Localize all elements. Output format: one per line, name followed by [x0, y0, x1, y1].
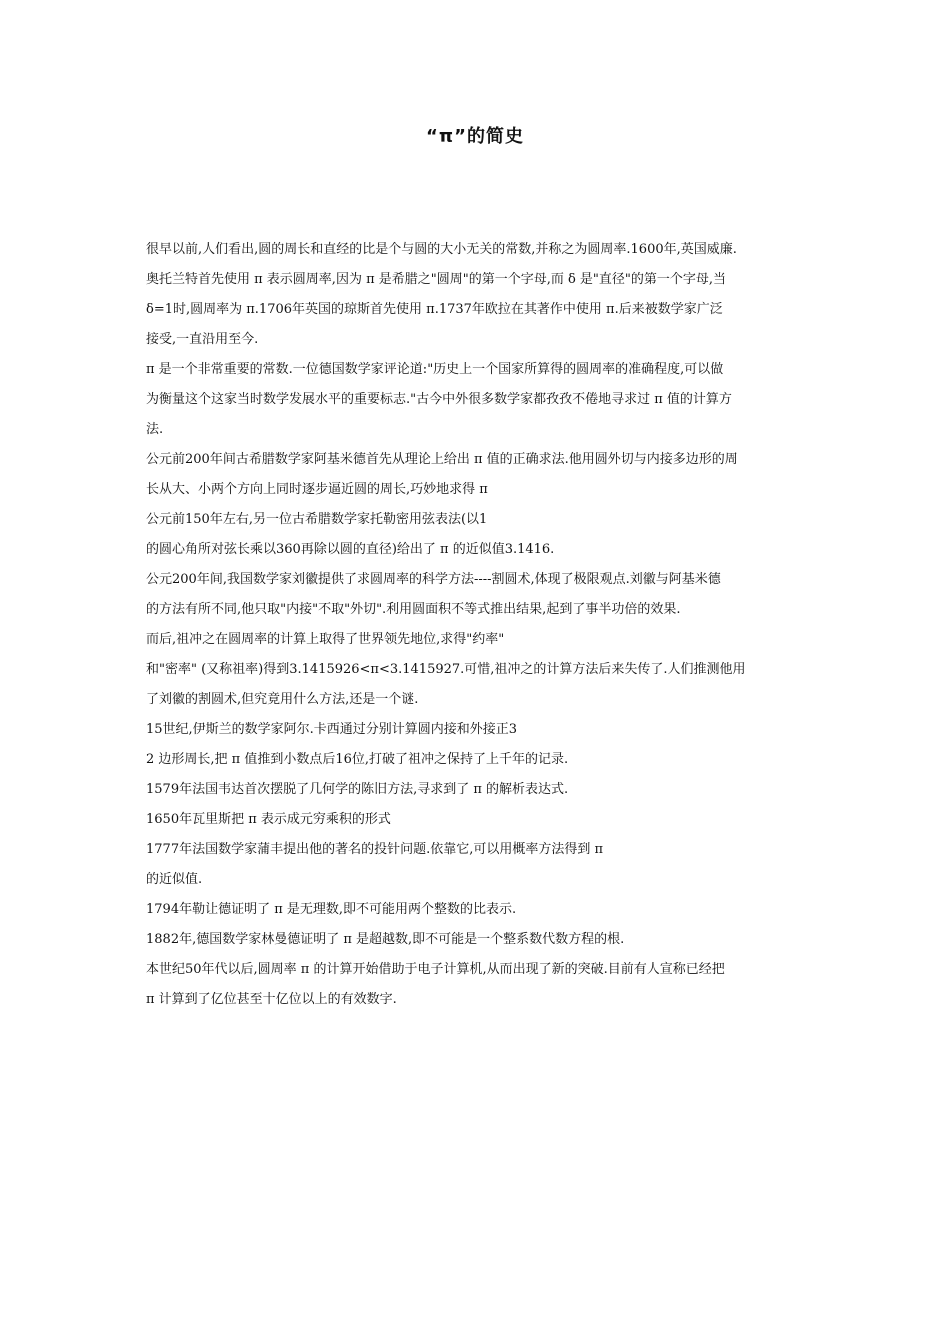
text-line: 为衡量这个这家当时数学发展水平的重要标志."古今中外很多数学家都孜孜不倦地寻求过 π 值的计算方: [146, 392, 732, 407]
text-line: 1579年法国韦达首次摆脱了几何学的陈旧方法,寻求到了 π 的解析表达式.: [146, 782, 569, 797]
document-title: “π”的简史: [426, 126, 524, 147]
text-line: 和"密率" (又称祖率)得到3.1415926<π<3.1415927.可惜,祖冲之的计算方法后来失传了.人们推测他用: [146, 662, 746, 677]
text-line: δ=1时,圆周率为 π.1706年英国的琼斯首先使用 π.1737年欧拉在其著作中使用 π.后来被数学家广泛: [146, 302, 723, 317]
text-line: 公元前200年间古希腊数学家阿基米德首先从理论上给出 π 值的正确求法.他用圆外切与内接多边形的周: [146, 452, 738, 467]
text-line: 2 边形周长,把 π 值推到小数点后16位,打破了祖冲之保持了上千年的记录.: [146, 752, 569, 767]
text-line: 接受,一直沿用至今.: [146, 332, 259, 347]
text-line: 很早以前,人们看出,圆的周长和直经的比是个与圆的大小无关的常数,并称之为圆周率.1600年,英国威廉.: [146, 242, 737, 257]
text-line: 了刘徽的割圆术,但究竟用什么方法,还是一个谜.: [146, 692, 419, 707]
text-line: 长从大、小两个方向上同时逐步逼近圆的周长,巧妙地求得 π: [146, 482, 488, 497]
text-line: 的圆心角所对弦长乘以360再除以圆的直径)给出了 π 的近似值3.1416.: [146, 542, 555, 557]
document-body: [146, 235, 806, 1015]
text-line: π 是一个非常重要的常数.一位德国数学家评论道:"历史上一个国家所算得的圆周率的准确程度,可以做: [146, 362, 724, 377]
text-line: 法.: [146, 422, 164, 437]
text-line: 奥托兰特首先使用 π 表示圆周率,因为 π 是希腊之"圆周"的第一个字母,而 δ 是"直径"的第一个字母,当: [146, 272, 727, 287]
text-line: 本世纪50年代以后,圆周率 π 的计算开始借助于电子计算机,从而出现了新的突破.目前有人宣称已经把: [146, 962, 725, 977]
text-line: 公元200年间,我国数学家刘徽提供了求圆周率的科学方法----割圆术,体现了极限观点.刘徽与阿基米德: [146, 572, 721, 587]
text-line: π 计算到了亿位甚至十亿位以上的有效数字.: [146, 992, 397, 1007]
text-line: 1882年,德国数学家林曼德证明了 π 是超越数,即不可能是一个整系数代数方程的根.: [146, 932, 625, 947]
text-line: 而后,祖冲之在圆周率的计算上取得了世界领先地位,求得"约率": [146, 632, 505, 647]
text-line: 15世纪,伊斯兰的数学家阿尔.卡西通过分别计算圆内接和外接正3: [146, 722, 518, 737]
text-line: 公元前150年左右,另一位古希腊数学家托勒密用弦表法(以1: [146, 512, 488, 527]
text-line: 1650年瓦里斯把 π 表示成元穷乘积的形式: [146, 812, 391, 827]
text-line: 1794年勒让德证明了 π 是无理数,即不可能用两个整数的比表示.: [146, 902, 517, 917]
text-line: 的方法有所不同,他只取"内接"不取"外切".利用圆面积不等式推出结果,起到了事半功倍的效果.: [146, 602, 681, 617]
text-line: 1777年法国数学家蒲丰提出他的著名的投针问题.依靠它,可以用概率方法得到 π: [146, 842, 604, 857]
text-line: 的近似值.: [146, 872, 203, 887]
